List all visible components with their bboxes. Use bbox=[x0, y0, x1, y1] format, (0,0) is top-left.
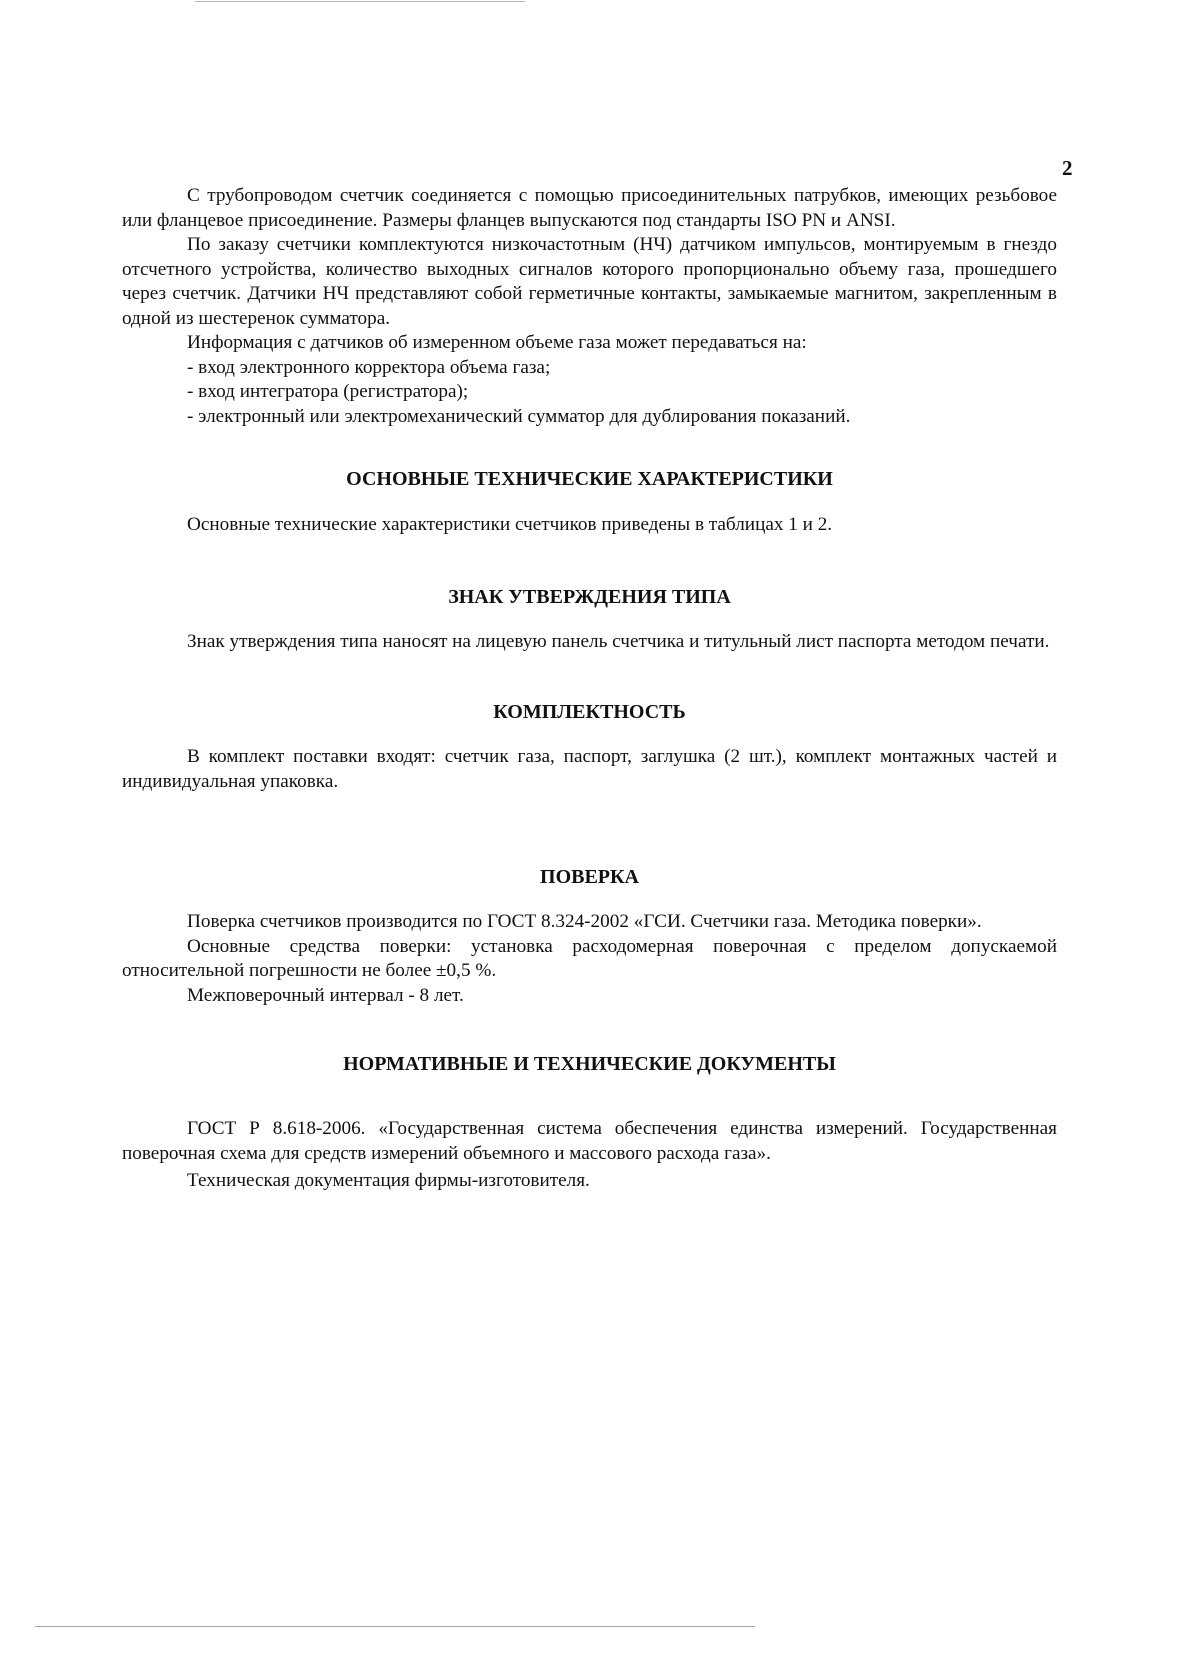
output-list bbox=[122, 356, 1057, 430]
documents-manufacturer-text: Техническая документация фирмы-изготовителя. bbox=[187, 1170, 590, 1191]
section-heading-documents: НОРМАТИВНЫЕ И ТЕХНИЧЕСКИЕ ДОКУМЕНТЫ bbox=[343, 1053, 836, 1075]
intro-paragraph-info: Информация с датчиков об измеренном объеме газа может передаваться на: bbox=[187, 332, 807, 353]
section-heading-completeness: КОМПЛЕКТНОСТЬ bbox=[493, 701, 686, 723]
intro-paragraph-connection: С трубопроводом счетчик соединяется с помощью присоединительных патрубков, имеющих резьбовое или фланцевое присоединение. Размеры фланцев выпускаются под стандарты ISO PN и ANSI. bbox=[122, 185, 1057, 231]
list-item: - электронный или электромеханический сумматор для дублирования показаний. bbox=[187, 405, 851, 427]
intro-paragraph-sensor: По заказу счетчики комплектуются низкочастотным (НЧ) датчиком импульсов, монтируемым в гнездо отсчетного устройства, количество выходных сигналов которого пропорционально объему газа, прошедшего через счетчик. Датчики НЧ представляют собой герметичные контакты, замыкаемые магнитом, закрепленным в одной из шестеренок сумматора. bbox=[122, 234, 1057, 329]
scan-artifact-top bbox=[195, 1, 525, 2]
section-heading-approval-mark: ЗНАК УТВЕРЖДЕНИЯ ТИПА bbox=[448, 585, 731, 608]
approval-mark-text: Знак утверждения типа наносят на лицевую панель счетчика и титульный лист паспорта методом печати. bbox=[187, 630, 1050, 652]
verification-interval-text: Межповерочный интервал - 8 лет. bbox=[187, 984, 464, 1006]
document-body bbox=[122, 184, 1057, 1194]
verification-method-text: Поверка счетчиков производится по ГОСТ 8.324-2002 «ГСИ. Счетчики газа. Методика поверки». bbox=[187, 911, 982, 932]
completeness-text: В комплект поставки входят: счетчик газа, паспорт, заглушка (2 шт.), комплект монтажных частей и индивидуальная упаковка. bbox=[122, 746, 1057, 792]
documents-gost-text: ГОСТ Р 8.618-2006. «Государственная система обеспечения единства измерений. Государственная поверочная схема для средств измерений объемного и массового расхода газа». bbox=[122, 1118, 1057, 1164]
section-heading-specs: ОСНОВНЫЕ ТЕХНИЧЕСКИЕ ХАРАКТЕРИСТИКИ bbox=[346, 468, 833, 490]
list-item: - вход интегратора (регистратора); bbox=[187, 381, 469, 402]
list-item: - вход электронного корректора объема газа; bbox=[187, 356, 551, 378]
specs-text: Основные технические характеристики счетчиков приведены в таблицах 1 и 2. bbox=[187, 514, 833, 535]
verification-means-text: Основные средства поверки: установка расходомерная поверочная с пределом допускаемой относительной погрешности не более ±0,5 %. bbox=[122, 935, 1057, 981]
section-heading-verification: ПОВЕРКА bbox=[540, 866, 639, 888]
page-number: 2 bbox=[1062, 156, 1073, 180]
scan-artifact-bottom bbox=[35, 1626, 755, 1627]
